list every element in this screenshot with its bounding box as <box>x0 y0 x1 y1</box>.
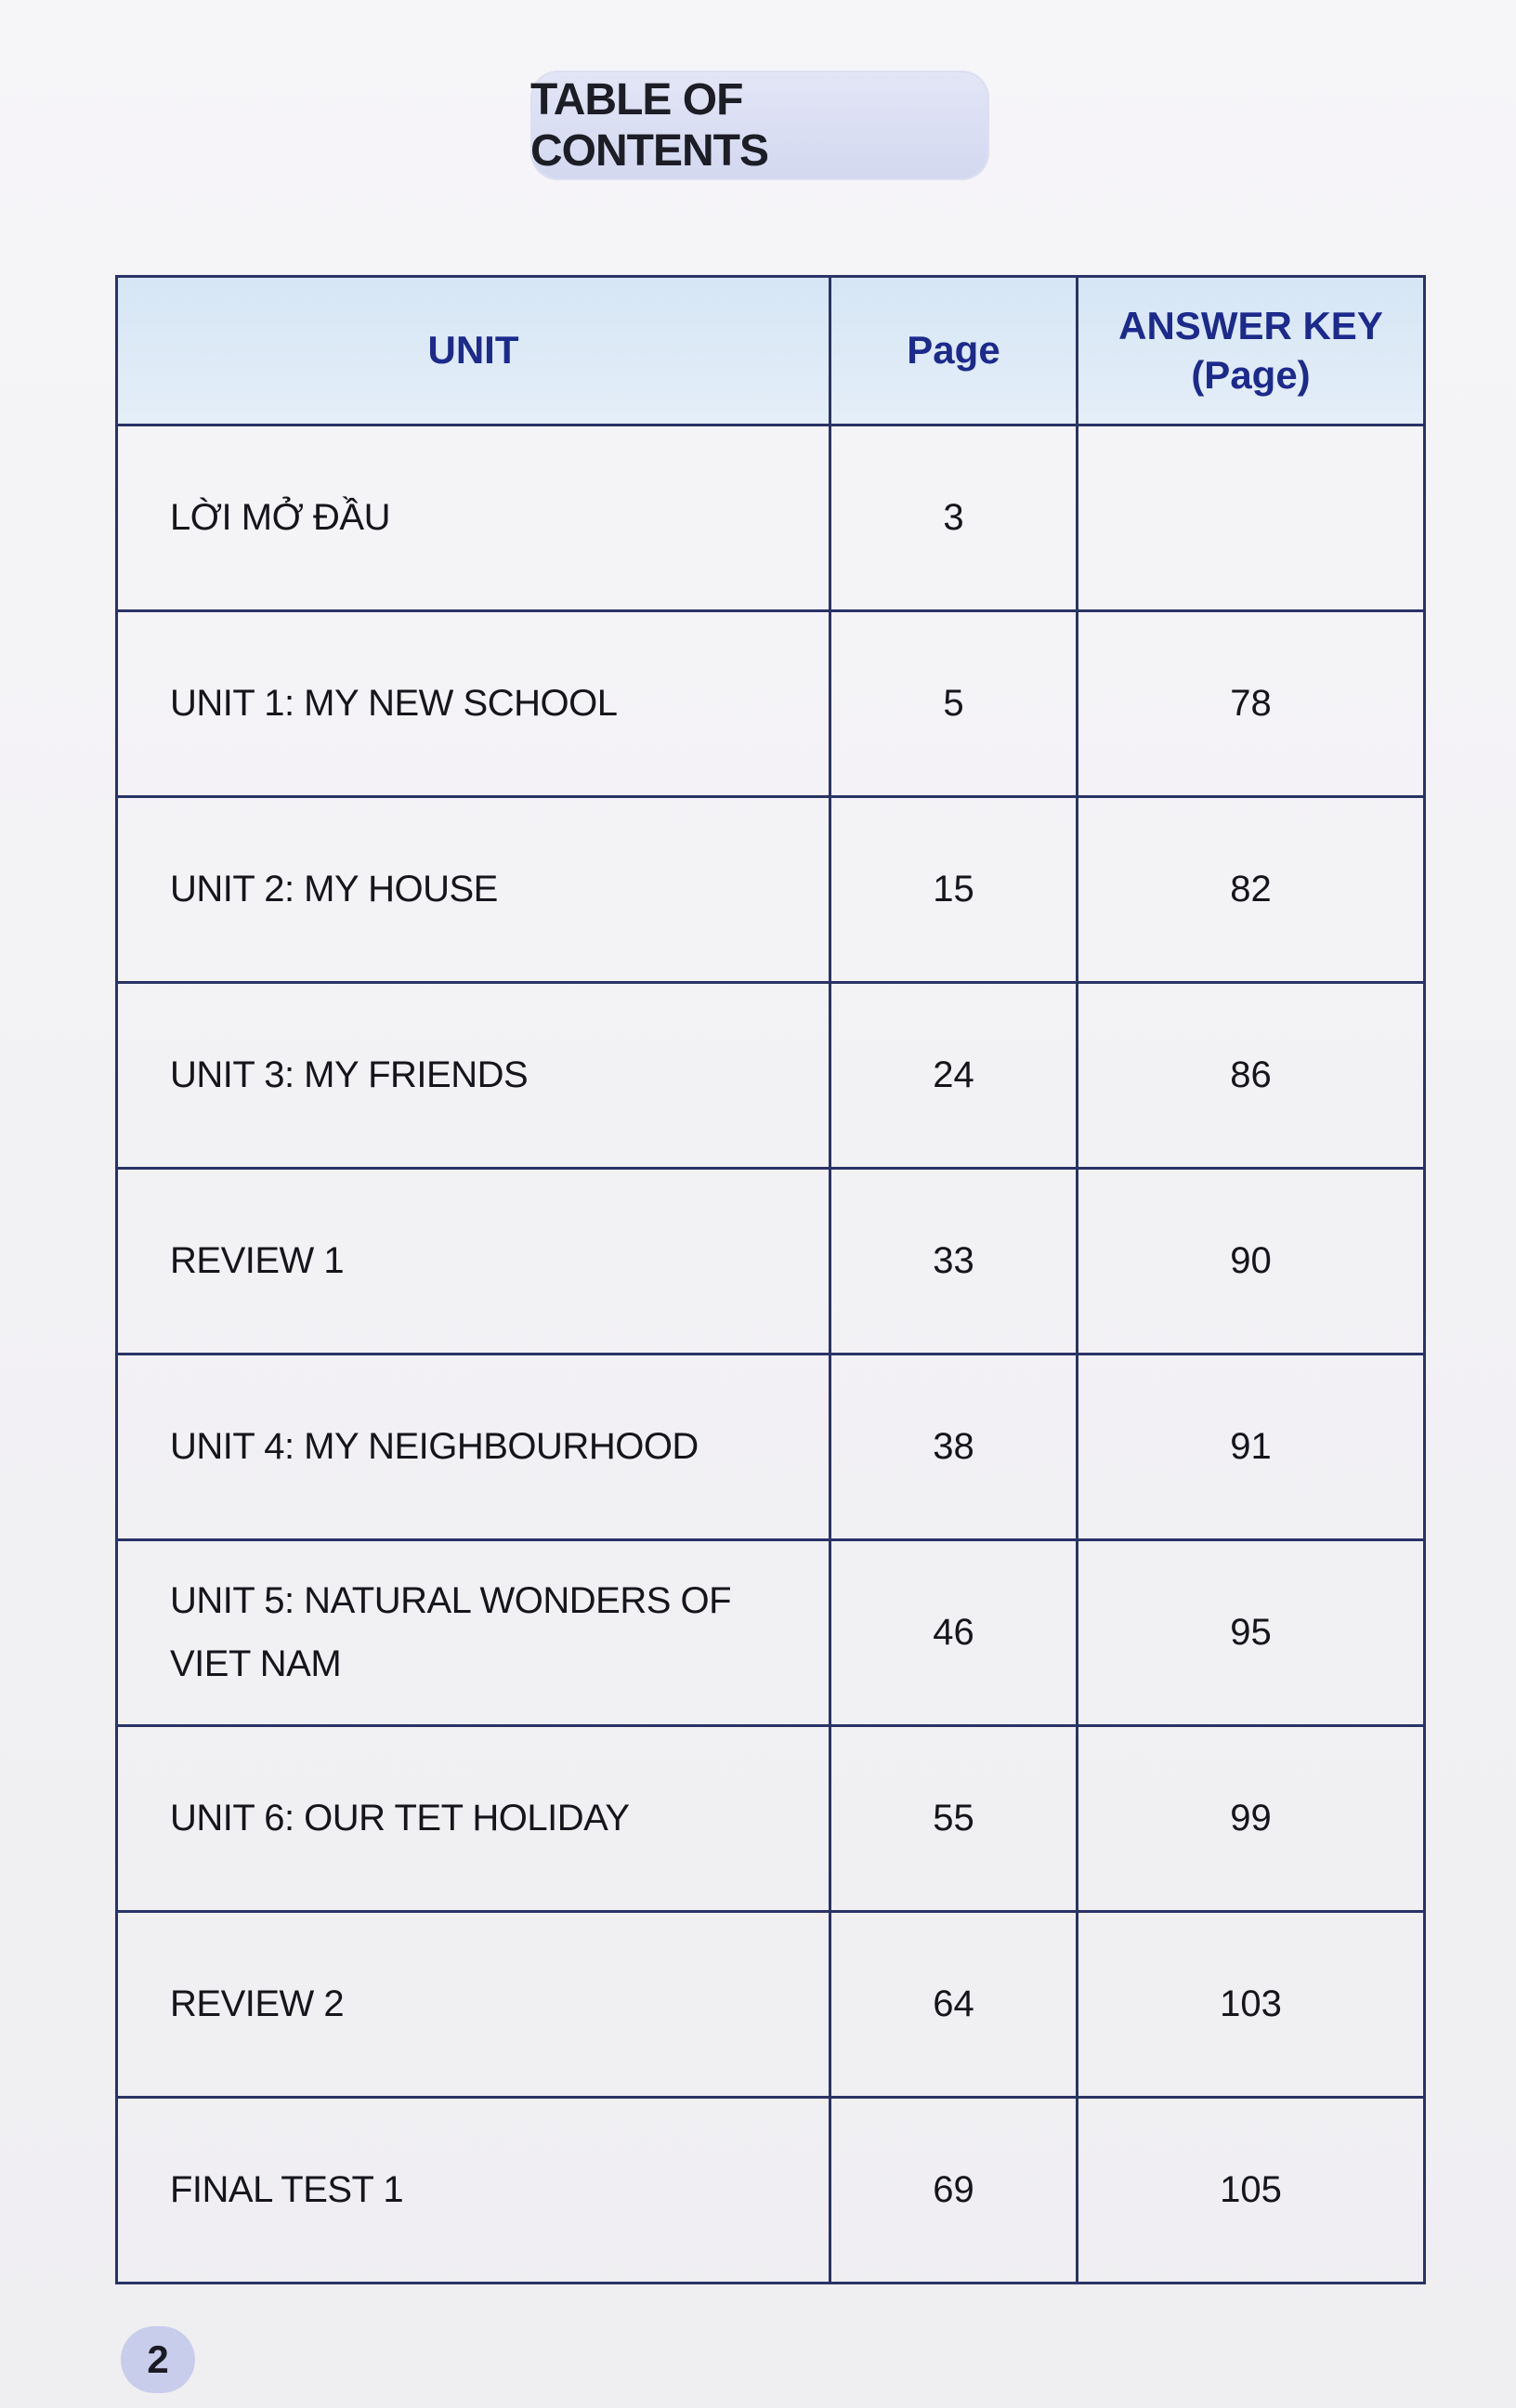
table-row <box>117 1912 1425 2098</box>
page-cell: 15 <box>830 797 1078 983</box>
unit-cell: UNIT 1: MY NEW SCHOOL <box>117 611 830 797</box>
answer-cell: 82 <box>1078 797 1425 983</box>
unit-cell: REVIEW 2 <box>117 1912 830 2098</box>
page-title: TABLE OF CONTENTS <box>530 75 768 176</box>
page-cell: 55 <box>830 1726 1078 1912</box>
table-row <box>117 1540 1425 1726</box>
unit-cell: UNIT 5: NATURAL WONDERS OF VIET NAM <box>117 1540 830 1726</box>
unit-cell: UNIT 2: MY HOUSE <box>117 797 830 983</box>
page-cell: 38 <box>830 1354 1078 1540</box>
answer-cell: 91 <box>1078 1354 1425 1540</box>
title-banner <box>530 71 989 180</box>
unit-cell: UNIT 6: OUR TET HOLIDAY <box>117 1726 830 1912</box>
page-cell: 3 <box>830 425 1078 611</box>
answer-cell: 78 <box>1078 611 1425 797</box>
table-row <box>117 425 1425 611</box>
table-row <box>117 797 1425 983</box>
answer-cell <box>1078 425 1425 611</box>
page-cell: 24 <box>830 983 1078 1169</box>
header-page: Page <box>830 277 1078 425</box>
table-row <box>117 983 1425 1169</box>
page-cell: 69 <box>830 2098 1078 2284</box>
table-row <box>117 1169 1425 1354</box>
page-cell: 5 <box>830 611 1078 797</box>
header-unit: UNIT <box>117 277 830 425</box>
answer-cell: 86 <box>1078 983 1425 1169</box>
unit-cell: LỜI MỞ ĐẦU <box>117 425 830 611</box>
header-answer-key: ANSWER KEY (Page) <box>1078 277 1425 425</box>
page-cell: 64 <box>830 1912 1078 2098</box>
answer-cell: 90 <box>1078 1169 1425 1354</box>
table-row <box>117 1726 1425 1912</box>
page-number: 2 <box>147 2337 169 2381</box>
page-cell: 33 <box>830 1169 1078 1354</box>
answer-cell: 99 <box>1078 1726 1425 1912</box>
contents-table <box>115 275 1426 2284</box>
unit-cell: FINAL TEST 1 <box>117 2098 830 2284</box>
table-header-row <box>117 277 1425 425</box>
answer-cell: 95 <box>1078 1540 1425 1726</box>
unit-cell: UNIT 4: MY NEIGHBOURHOOD <box>117 1354 830 1540</box>
table-row <box>117 1354 1425 1540</box>
unit-cell: UNIT 3: MY FRIENDS <box>117 983 830 1169</box>
table-row <box>117 611 1425 797</box>
page-cell: 46 <box>830 1540 1078 1726</box>
unit-cell: REVIEW 1 <box>117 1169 830 1354</box>
answer-cell: 105 <box>1078 2098 1425 2284</box>
table-row <box>117 2098 1425 2284</box>
answer-cell: 103 <box>1078 1912 1425 2098</box>
page-number-badge <box>121 2326 195 2393</box>
